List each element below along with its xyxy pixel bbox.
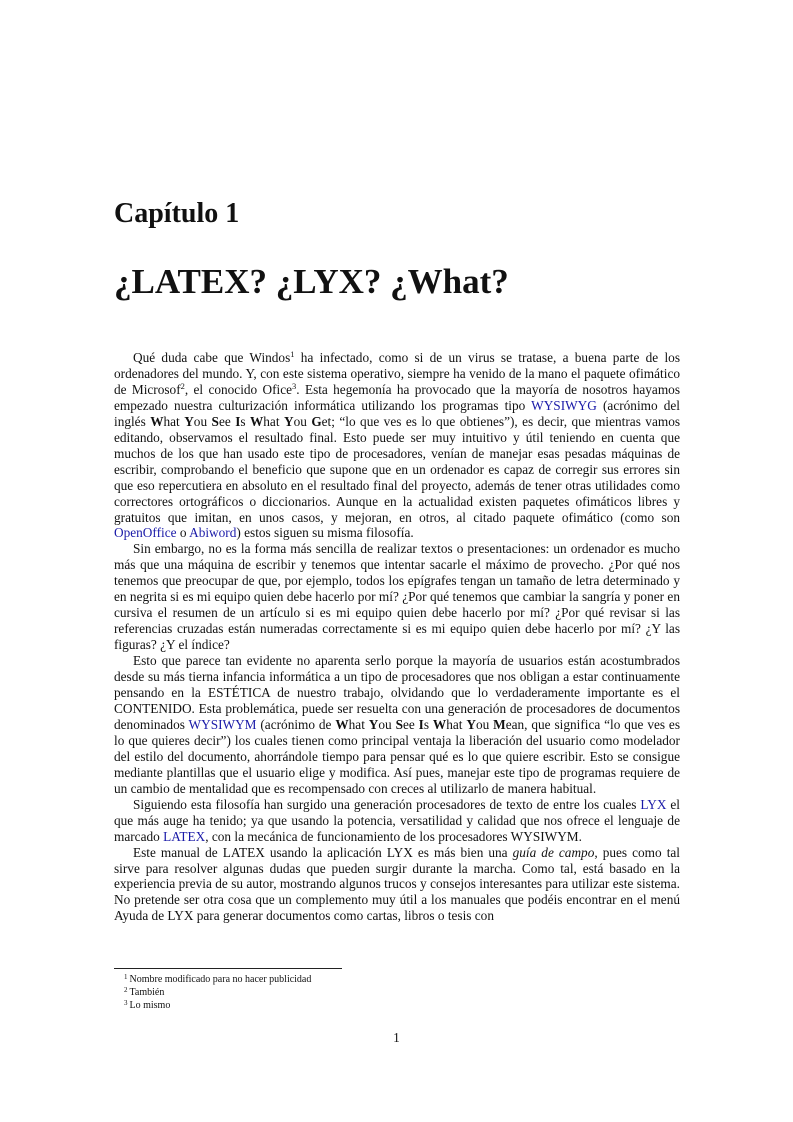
bold-initial: Y: [368, 716, 379, 732]
footnote-text: Lo mismo: [129, 1000, 171, 1011]
bold-initial: W: [432, 716, 447, 732]
text-run: hat: [348, 716, 369, 732]
paragraph: [114, 653, 680, 797]
text-run: ha infectado, como si de un virus se tratase, a buena parte de los ordenadores del mundo. Y, con este sistema operativo, siempre ha venido de la mano el paquete ofimático de Microsof: [114, 350, 680, 397]
text-run: Siguiendo esta filosofía han surgido una generación procesadores de texto de entre los cuales: [133, 796, 641, 812]
text-run: ou: [378, 716, 396, 732]
text-run: . Esta hegemonía ha provocado que la mayoría de nosotros hayamos empezado nuestra culturización informática utilizando los programas tipo: [114, 381, 680, 413]
bold-initial: W: [150, 413, 164, 429]
text-run: ) estos siguen su misma filosofía.: [236, 525, 414, 541]
footnote-reference[interactable]: 2: [180, 380, 185, 391]
bold-initial: W: [249, 413, 264, 429]
text-run: ou: [475, 716, 494, 732]
bold-initial: G: [311, 413, 322, 429]
footnote-reference[interactable]: 1: [290, 349, 295, 359]
text-run: , el conocido Ofice: [184, 381, 293, 397]
paragraph: [114, 541, 680, 653]
text-run: hat: [446, 716, 467, 732]
link-abiword[interactable]: Abiword: [189, 525, 237, 541]
paragraph: [114, 845, 680, 925]
chapter-label: Capítulo 1: [114, 198, 240, 229]
link-wysiwym[interactable]: WYSIWYM: [188, 716, 257, 732]
bold-initial: I: [418, 716, 424, 732]
text-run: o: [176, 525, 190, 541]
text-run: hat: [263, 413, 284, 429]
text-run: et; “lo que ves es lo que obtienes”), es decir, que mientras vamos editando, observamos el resultado final. Esto puede ser muy intuitivo y útil teniendo en cuenta que muchos de los que han usado este tipo de procesadores, venían de manejar esas pesadas máquinas de escribir, comprobando el beneficio que supone que en un ordenador es capaz de corregir sus errores sin que eso repercutiera en absoluto en el resultado final del proyecto, además de tener otras utilidades como correctores ortográficos o diccionarios. Aunque en la actualidad existen paquetes ofimáticos libres y gratuitos que imitan, en unos casos, y mejoran, en otros, al citado paquete ofimático (como son: [114, 413, 681, 525]
text-run: , con la mecánica de funcionamiento de los procesadores WYSIWYM.: [205, 828, 582, 844]
text-run: ean, que significa “lo que ves es lo que quieres decir”) los cuales tienen como principal ventaja la liberación del usuario como modelador del estilo del documento, ahorrándole tiempo para pensar qué es lo que quiere escribir. Esto se consigue mediante plantillas que el usuario elige y modifica. Así pues, manejar este tipo de programas requiere de un cambio de mentalidad que es recompensado con creces al utilizarlo de manera habitual.: [114, 716, 681, 796]
text-run: Esto que parece tan evidente no aparenta serlo porque la mayoría de usuarios están acostumbrados desde su más tierna infancia informática a un tipo de procesadores que nos obligan a estar continuamente pensando en la ESTÉTICA de nuestro trabajo, olvidando que lo verdaderamente importante es el CONTENIDO. Esta problemática, puede ser resuelta con una generación de procesadores de documentos denominados: [114, 653, 680, 732]
footnotes: [124, 973, 311, 1012]
text-run: (acrónimo del inglés: [114, 397, 680, 429]
bold-initial: M: [493, 716, 506, 732]
text-run: Este manual de LATEX usando la aplicación LYX es más bien una: [133, 844, 513, 860]
bold-initial: S: [395, 716, 403, 732]
text-run: el que más auge ha tenido; ya que usando la potencia, versatilidad y calidad que nos ofrece el lenguaje de marcado: [114, 796, 680, 844]
footnote-reference[interactable]: 3: [292, 380, 297, 391]
text-run: Sin embargo, no es la forma más sencilla de realizar textos o presentaciones: un ordenador es mucho más que una máquina de escribir y tenemos que intentar sacarle el máximo de provecho. ¿Por qué nos tenemos que preocupar de que, por ejemplo, todos los epígrafes tengan un tamaño de letra determinado y en negrita si es mi equipo quien debe hacerlo por mí? ¿Por qué tenemos que cambiar la sangría y poner en cursiva el resumen de un artículo si es mi equipo quien debe hacerlo por mí? ¿Por qué revisar si las referencias cruzadas están numeradas correctamente si es mi equipo quien debe hacerlo por mí? ¿Y las figuras? ¿Y el índice?: [114, 541, 680, 653]
text-run: ou: [293, 413, 312, 429]
text-run: s: [423, 716, 433, 732]
footnote-rule: [114, 968, 342, 969]
link-lyx[interactable]: LYX: [640, 796, 667, 812]
bold-initial: W: [335, 716, 349, 732]
footnote-text: También: [129, 987, 165, 998]
text-run: ee: [218, 413, 236, 429]
chapter-title: ¿LATEX? ¿LYX? ¿What?: [114, 262, 509, 301]
footnote: [124, 986, 311, 999]
text-run: ee: [402, 716, 419, 732]
link-wysiwyg[interactable]: WYSIWYG: [531, 397, 597, 413]
body-text: [114, 350, 680, 924]
text-run: (acrónimo de: [256, 716, 336, 732]
italic-text: guía de campo: [512, 844, 595, 860]
text-run: Qué duda cabe que Windos: [133, 350, 291, 365]
text-run: , pues como tal sirve para resolver algunas dudas que pueden surgir durante la marcha. Como tal, está basado en la experiencia previa de su autor, mostrando algunos trucos y consejos interesantes para utilizar este sistema. No pretende ser otra cosa que un complemento muy útil a los manuales que podéis encontrar en el menú Ayuda de LYX para generar documentos como cartas, libros o tesis con: [114, 844, 680, 924]
bold-initial: Y: [184, 413, 194, 429]
footnote: [124, 973, 311, 986]
bold-initial: Y: [283, 413, 294, 429]
paragraph: [114, 350, 680, 541]
bold-initial: S: [211, 413, 219, 429]
footnote-mark: 3: [124, 999, 128, 1007]
footnote-text: Nombre modificado para no hacer publicidad: [129, 974, 312, 985]
page-number: 1: [393, 1030, 400, 1045]
text-run: ou: [193, 413, 212, 429]
footnote-mark: 2: [124, 986, 128, 994]
link-latex[interactable]: LATEX: [163, 828, 206, 844]
bold-initial: I: [235, 413, 241, 429]
bold-initial: Y: [466, 716, 476, 732]
text-run: s: [240, 413, 250, 429]
footnote-mark: 1: [124, 973, 128, 981]
paragraph: [114, 797, 680, 845]
text-run: hat: [163, 413, 185, 429]
link-openoffice[interactable]: OpenOffice: [114, 525, 177, 541]
footnote: [124, 999, 311, 1012]
